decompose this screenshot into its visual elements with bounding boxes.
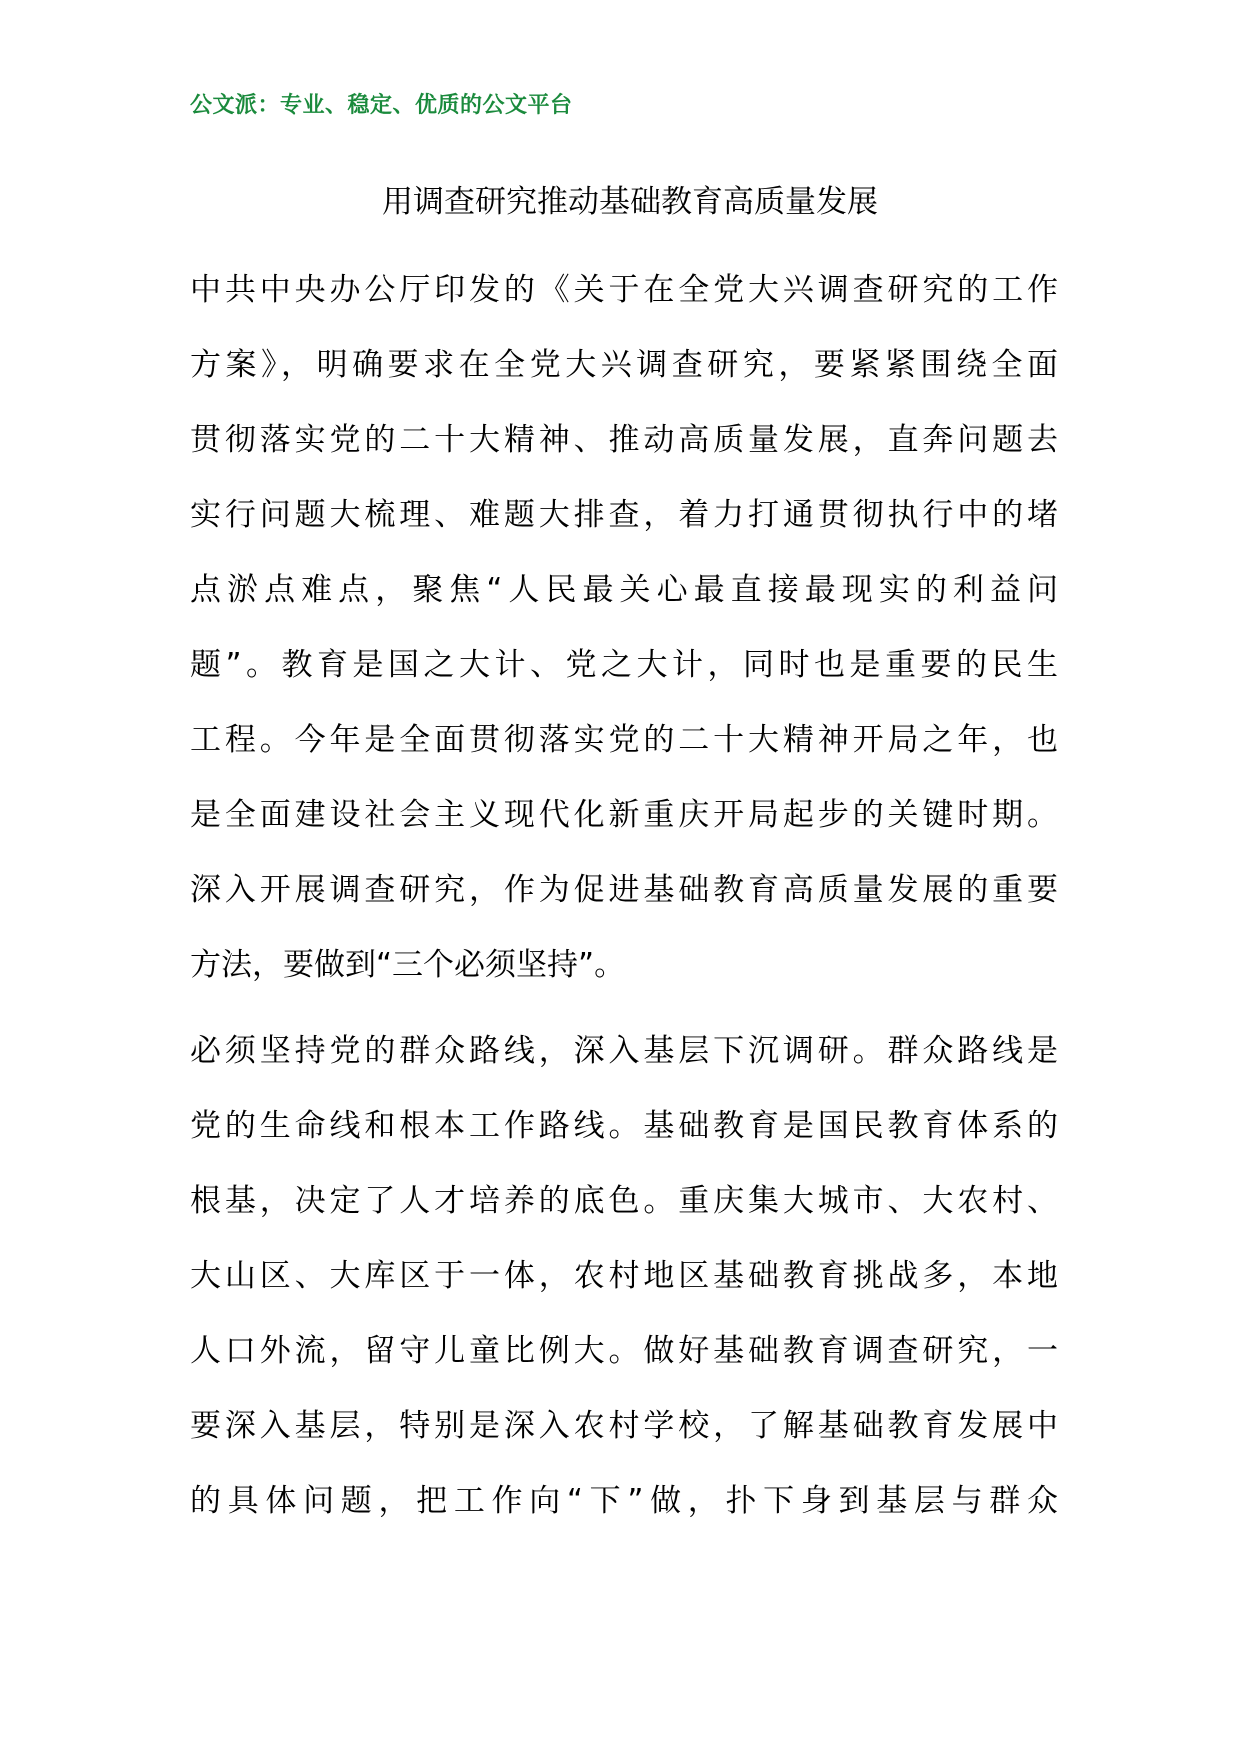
paragraph-line: 人口外流，留守儿童比例大。做好基础教育调查研究，一 xyxy=(190,1333,1058,1369)
paragraph-line: 实行问题大梳理、难题大排查，着力打通贯彻执行中的堵 xyxy=(190,497,1058,533)
paragraph-line: 方法，要做到“三个必须坚持”。 xyxy=(190,947,626,983)
paragraph-line: 必须坚持党的群众路线，深入基层下沉调研。群众路线是 xyxy=(190,1033,1058,1069)
paragraph-line: 点淤点难点，聚焦“人民最关心最直接最现实的利益问 xyxy=(190,572,1058,608)
paragraph-line: 中共中央办公厅印发的《关于在全党大兴调查研究的工作 xyxy=(190,272,1058,308)
paragraph-line: 党的生命线和根本工作路线。基础教育是国民教育体系的 xyxy=(190,1108,1058,1144)
paragraph-line: 要深入基层，特别是深入农村学校，了解基础教育发展中 xyxy=(190,1408,1058,1444)
paragraph-line: 的具体问题，把工作向“下”做，扑下身到基层与群众 xyxy=(190,1483,1058,1519)
paragraph-line: 是全面建设社会主义现代化新重庆开局起步的关键时期。 xyxy=(190,797,1058,833)
paragraph-1 xyxy=(190,253,1058,1003)
paragraph-line: 贯彻落实党的二十大精神、推动高质量发展，直奔问题去 xyxy=(190,422,1058,458)
paragraph-line: 根基，决定了人才培养的底色。重庆集大城市、大农村、 xyxy=(190,1183,1058,1219)
paragraph-2 xyxy=(190,1014,1058,1539)
paragraph-line: 深入开展调查研究，作为促进基础教育高质量发展的重要 xyxy=(190,872,1058,908)
document-title: 用调查研究推动基础教育高质量发展 xyxy=(382,184,878,220)
paragraph-line: 题”。教育是国之大计、党之大计，同时也是重要的民生 xyxy=(190,647,1058,683)
header-brand-text: 公文派：专业、稳定、优质的公文平台 xyxy=(190,93,573,118)
paragraph-line: 大山区、大库区于一体，农村地区基础教育挑战多，本地 xyxy=(190,1258,1058,1294)
paragraph-line: 工程。今年是全面贯彻落实党的二十大精神开局之年，也 xyxy=(190,722,1058,758)
paragraph-line: 方案》，明确要求在全党大兴调查研究，要紧紧围绕全面 xyxy=(190,347,1058,383)
